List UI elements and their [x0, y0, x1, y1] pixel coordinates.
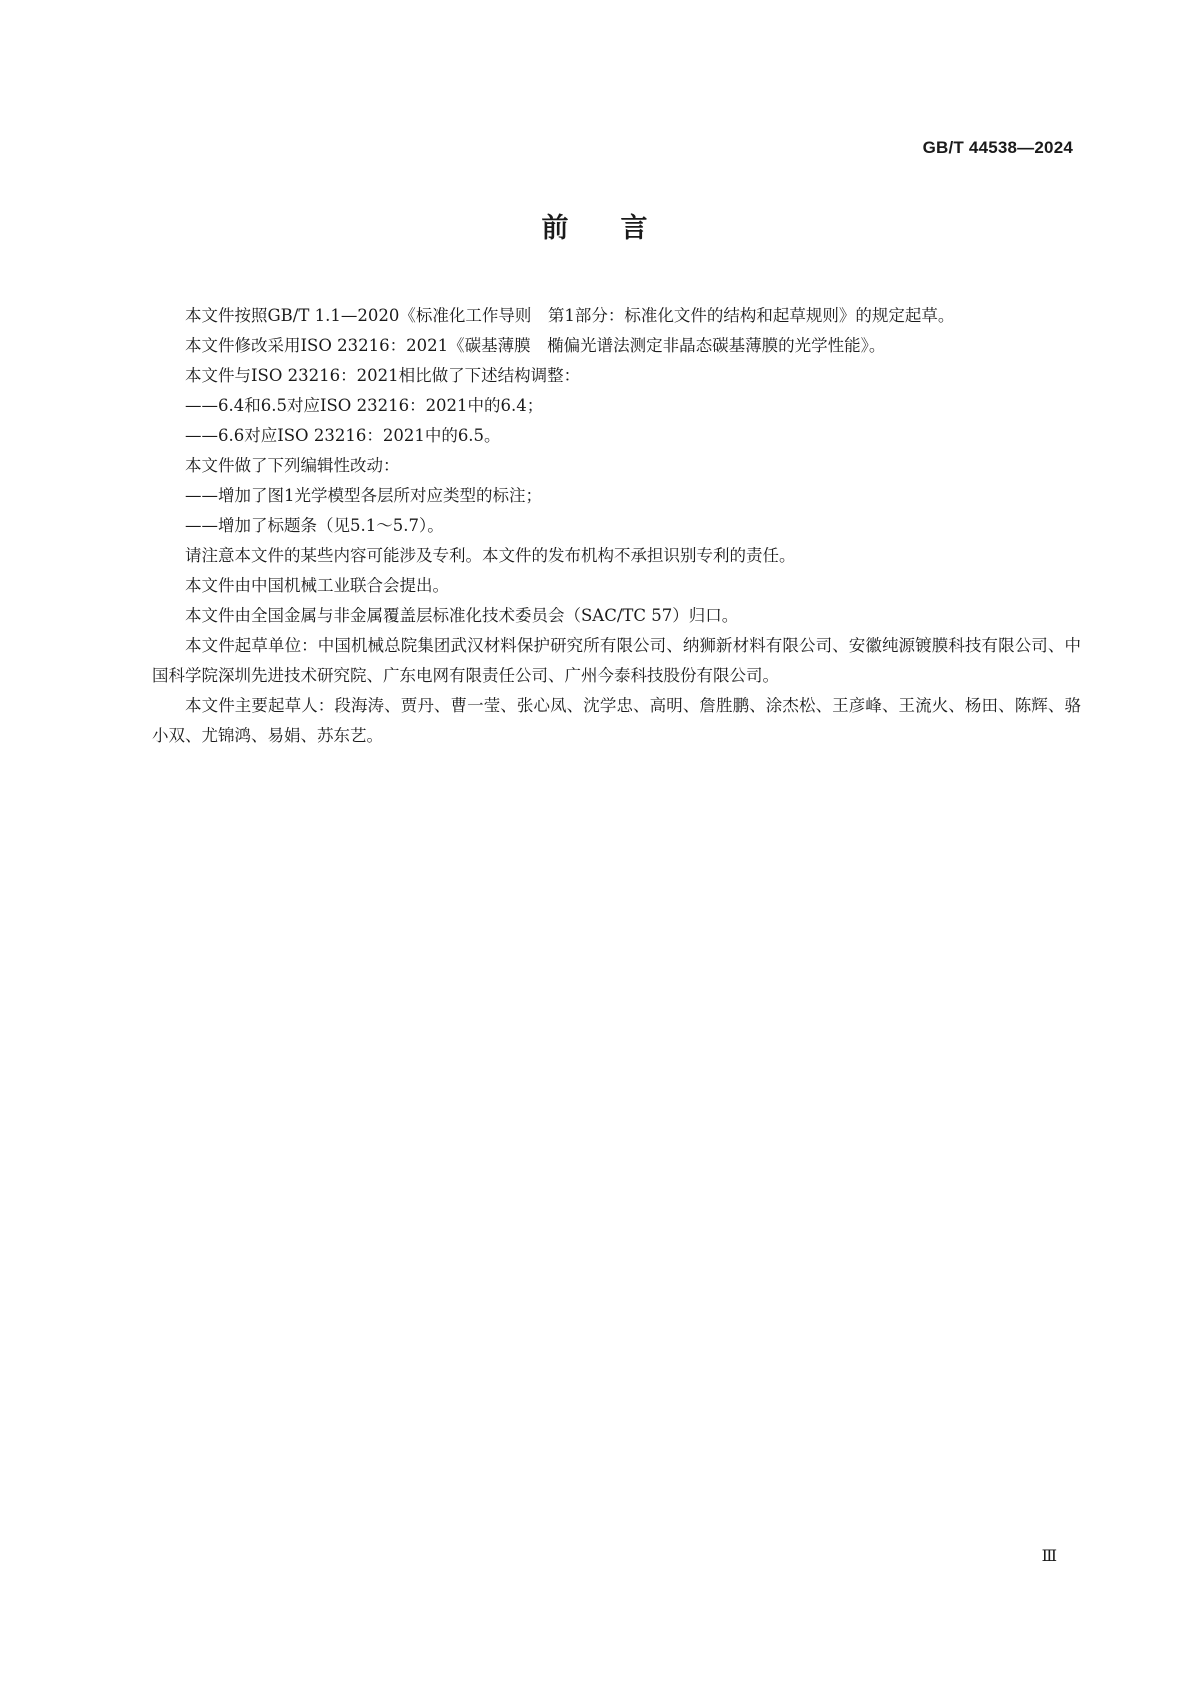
- title-char-1: 前: [541, 213, 571, 244]
- paragraph-editorial-changes: 本文件做了下列编辑性改动：: [185, 456, 400, 475]
- paragraph-drafting-rules: 本文件按照GB/T 1.1—2020《标准化工作导则 第1部分：标准化文件的结构和起草规则》的规定起草。: [185, 306, 955, 325]
- list-item-structure-1: ——6.4和6.5对应ISO 23216：2021中的6.4；: [185, 396, 544, 415]
- list-item-structure-2: ——6.6对应ISO 23216：2021中的6.5。: [185, 426, 501, 445]
- page-title: [0, 206, 1191, 245]
- paragraph-drafters: 本文件主要起草人：段海涛、贾丹、曹一莹、张心凤、沈学忠、高明、詹胜鹏、涂杰松、王彦峰、王流火、杨田、陈辉、骆小双、尤锦鸿、易娟、苏东艺。: [152, 696, 1081, 745]
- paragraph-committee: 本文件由全国金属与非金属覆盖层标准化技术委员会（SAC/TC 57）归口。: [185, 606, 739, 625]
- paragraph-adoption: 本文件修改采用ISO 23216：2021《碳基薄膜 椭偏光谱法测定非晶态碳基薄膜的光学性能》。: [185, 336, 886, 355]
- list-item-editorial-1: ——增加了图1光学模型各层所对应类型的标注；: [185, 486, 542, 505]
- foreword-body: [152, 301, 1081, 751]
- paragraph-proposer: 本文件由中国机械工业联合会提出。: [185, 576, 449, 595]
- title-char-2: 言: [620, 213, 650, 244]
- standard-code: GB/T 44538—2024: [922, 138, 1073, 157]
- paragraph-drafting-units: 本文件起草单位：中国机械总院集团武汉材料保护研究所有限公司、纳狮新材料有限公司、安徽纯源镀膜科技有限公司、中国科学院深圳先进技术研究院、广东电网有限责任公司、广州今泰科技股份有限公司。: [152, 636, 1081, 685]
- paragraph-structure-changes: 本文件与ISO 23216：2021相比做了下述结构调整：: [185, 366, 581, 385]
- paragraph-patent-notice: 请注意本文件的某些内容可能涉及专利。本文件的发布机构不承担识别专利的责任。: [185, 546, 796, 565]
- page-number: Ⅲ: [1041, 1546, 1057, 1565]
- list-item-editorial-2: ——增加了标题条（见5.1～5.7）。: [185, 516, 444, 535]
